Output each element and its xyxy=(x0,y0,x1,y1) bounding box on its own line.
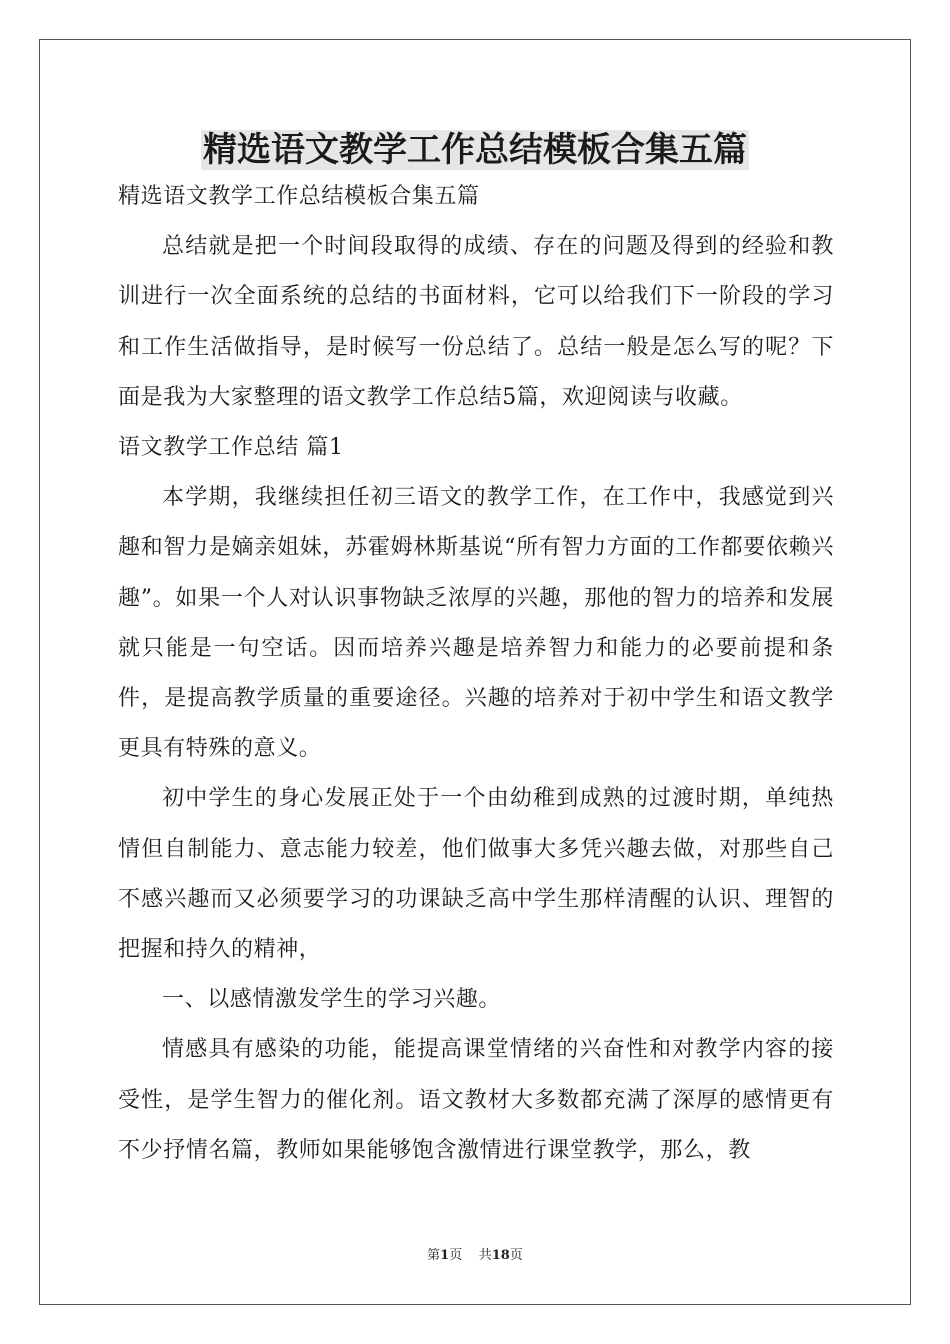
paragraph-students: 初中学生的身心发展正处于一个由幼稚到成熟的过渡时期，单纯热情但自制能力、意志能力较差，他们做事大多凭兴趣去做，对那些自己不感兴趣而又必须要学习的功课缺乏高中学生那样清醒的认识、理智的把握和持久的精神， xyxy=(118,786,834,963)
page-suffix: 页 xyxy=(449,1248,463,1263)
paragraph-interest: 本学期，我继续担任初三语文的教学工作，在工作中，我感觉到兴趣和智力是嫡亲姐妹，苏霍姆林斯基说“所有智力方面的工作都要依赖兴趣”。如果一个人对认识事物缺乏浓厚的兴趣，那他的智力的培养和发展就只能是一句空话。因而培养兴趣是培养智力和能力的必要前提和条件，是提高教学质量的重要途径。兴趣的培养对于初中学生和语文教学更具有特殊的意义。 xyxy=(118,485,834,762)
document-title-text: 精选语文教学工作总结模板合集五篇 xyxy=(203,130,747,170)
page-prefix: 第 xyxy=(427,1248,441,1263)
total-suffix: 页 xyxy=(509,1248,523,1263)
total-pages: 18 xyxy=(491,1248,510,1263)
section-heading: 语文教学工作总结 篇1 xyxy=(118,435,344,461)
document-title xyxy=(0,126,950,174)
subheading-emotion: 一、以感情激发学生的学习兴趣。 xyxy=(162,987,502,1013)
total-prefix: 共 xyxy=(478,1248,492,1263)
document-subtitle: 精选语文教学工作总结模板合集五篇 xyxy=(118,184,480,209)
page-number: 1 xyxy=(440,1248,450,1263)
page-footer xyxy=(0,1247,950,1265)
document-body xyxy=(118,172,834,1176)
paragraph-emotion: 情感具有感染的功能，能提高课堂情绪的兴奋性和对教学内容的接受性，是学生智力的催化剂。语文教材大多数都充满了深厚的感情更有不少抒情名篇，教师如果能够饱含激情进行课堂教学，那么，教 xyxy=(118,1037,834,1163)
paragraph-intro: 总结就是把一个时间段取得的成绩、存在的问题及得到的经验和教训进行一次全面系统的总结的书面材料，它可以给我们下一阶段的学习和工作生活做指导，是时候写一份总结了。总结一般是怎么写的呢？下面是我为大家整理的语文教学工作总结5篇，欢迎阅读与收藏。 xyxy=(118,234,834,410)
